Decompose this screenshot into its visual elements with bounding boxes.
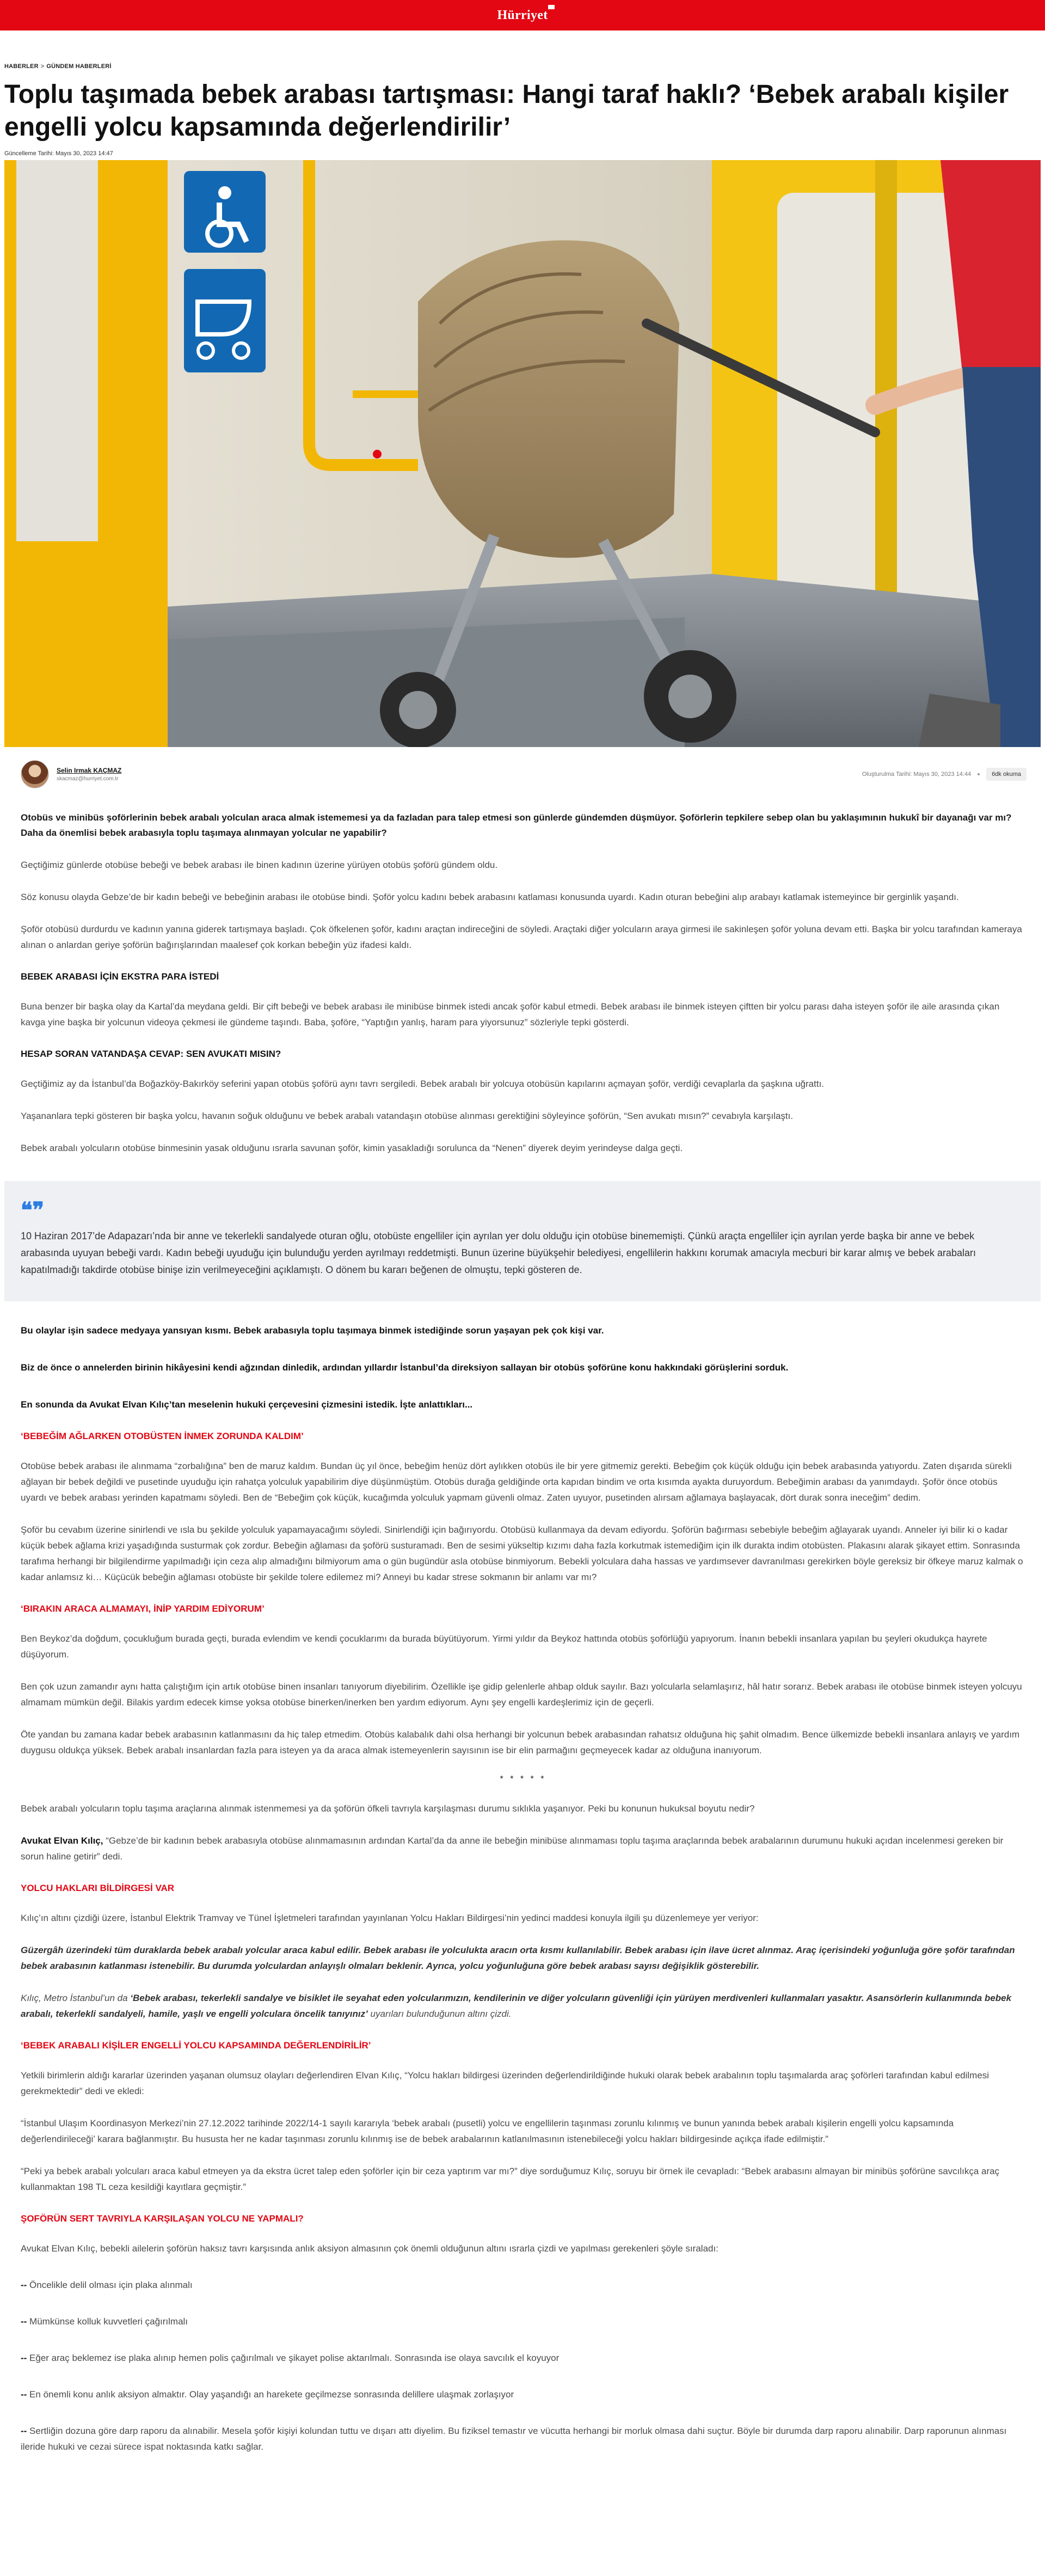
paragraph-text: Kılıç, Metro İstanbul’un da	[21, 1993, 131, 2003]
bold-paragraph: Bu olaylar işin sadece medyaya yansıyan kısmı. Bebek arabasıyla toplu taşımaya binmek istediğinde sorun yaşayan pek çok kişi var.	[21, 1325, 604, 1336]
paragraph: Buna benzer bir başka olay da Kartal’da meydana geldi. Bir çift bebeği ve bebek arabası ile minibüse binmek istedi ancak şoför kabul etmedi. Bebek arabası ile binmek isteyen çiftten bir yolcu parası daha isteyen şoför ile aile arasında çıkan kavga yine başka bir yolcunun videoya çekmesi ile gündeme taşındı. Baba, şoföre, “Yaptığın yanlış, haram para yiyorsunuz” sözleriyle tepki gösterdi.	[21, 1001, 1000, 1027]
hurriyet-logo[interactable]	[497, 8, 548, 23]
breadcrumb-haberler[interactable]: HABERLER	[4, 63, 39, 70]
quote-text: 10 Haziran 2017’de Adapazarı’nda bir anne ve tekerlekli sandalyede oturan oğlu, otobüste engelliler için ayrılan yer dolu olduğu için otobüse binememişti. Çünkü araçta engelliler için ayrılan yerde başka bir anne ve bebek arabasında uyuyan bebeği vardı. Kadın bebeği uyuduğu için bulunduğu yerden ayrılmayı reddetmişti. Bunun üzerine büyükşehir belediyesi, engellilerin hakkını korumak amacıyla mecburi bir karar almış ve bebek arabaları kapatılmadığı takdirde otobüse binişe izin verilmeyeceğini açıklamıştı. O dönem bu kararı beğenen de olmuştu, tepki gösteren de.	[21, 1231, 976, 1275]
list-item	[21, 2423, 1025, 2455]
section-heading: BEBEK ARABASI İÇİN EKSTRA PARA İSTEDİ	[21, 971, 219, 982]
logo-text: Hürriyet	[497, 8, 548, 22]
paragraph: Öte yandan bu zamana kadar bebek arabasının katlanmasını da hiç talep etmedim. Otobüs kalabalık dahi olsa herhangi bir yolcunun bebek arabasından rahatsız olduğuna hiç şahit olmadım. Bence ülkemizde bebekli insanlara anlayış ve yardım duygusu oldukça yüksek. Bebek arabalı insanlardan fazla para isteyen ya da araca almak istemeyenlerin sayısının ise bir elin parmağını geçmeyecek kadar az olduğuna inanıyorum.	[21, 1729, 1020, 1755]
list-item-text: Öncelikle delil olması için plaka alınmalı	[27, 2280, 193, 2290]
italic-paragraph	[21, 1990, 1025, 2022]
paragraph: Ben Beykoz’da doğdum, çocukluğum burada geçti, burada evlendim ve kendi çocuklarımı da burada büyütüyorum. Yirmi yıldır da Beykoz hattında otobüs şoförlüğü yapıyorum. İnanın bebekli insanlara yapılan bu şeyleri okudukça hayrete düşüyorum.	[21, 1633, 987, 1660]
paragraph: Ben çok uzun zamandır aynı hatta çalıştığım için artık otobüse binen insanları tanıyorum diyebilirim. Özellikle işe gidip gelenlerle ahbap olduk sayılır. Bazı yolcularla selamlaşırız, hâl hatır sorarız. Bebek arabası ile otobüse binmek isteyen yolcuyu almamam mümkün değil. Bilakis yardım edecek kimse yoksa otobüse binerken/inerken ben yardım ediyorum. Aynı şey engelli kardeşlerimiz için de geçerli.	[21, 1681, 1022, 1708]
list-item	[21, 2350, 1025, 2366]
separator-dot-icon	[978, 773, 980, 775]
published-date: Oluşturulma Tarihi: Mayıs 30, 2023 14:44	[862, 771, 972, 778]
list-item-text: Sertliğin dozuna göre darp raporu da alınabilir. Mesela şoför kişiyi kolundan tuttu ve dışarı attı diyelim. Bu fiziksel temastır ve vücutta herhangi bir morluk olmasa dahi suçtur. Böyle bir durumda darp raporu alınabilir. Darp raporunun alınması ileride hukuki ve cezai sürece ispat noktasında katkı sağlar.	[21, 2426, 1007, 2452]
article-body-continued	[4, 1323, 1041, 2455]
quoted-rule: ‘Bebek arabası, tekerlekli sandalye ve bisiklet ile seyahat eden yolcularımızın, kendilerinin ve diğer yolcuların güvenliği için yürüyen merdivenleri kullanmaları yasaktır. Asansörlerin kullanımında bebek arabalı, tekerlekli sandalyeli, hamile, yaşlı ve engelli yolculara öncelik tanıyınız’	[21, 1993, 1012, 2019]
paragraph: “Peki ya bebek arabalı yolcuları araca kabul etmeyen ya da ekstra ücret talep eden şoförler için bir ceza yaptırım var mı?” diye sorduğumuz Kılıç, soruyu bir örnek ile cevapladı: “Bebek arabasını almayan bir minibüs şoförüne savcılıkça araç kullanmaktan 198 TL ceza kesildiği kayıtlara geçmiştir.”	[21, 2166, 1000, 2192]
paragraph: Şoför otobüsü durdurdu ve kadının yanına giderek tartışmaya başladı. Çok öfkelenen şoför, kadını araçtan indireceğini de söyledi. Araçtaki diğer yolcuların araya girmesi ile sakinleşen şoför yoluna devam etti. Başka bir yolcu tarafından kameraya alınan o anlardan geriye şoförün bağırışlarından maalesef çok korkan bebeğin yüz ifadesi kaldı.	[21, 924, 1022, 950]
breadcrumb-separator: >	[40, 63, 45, 70]
paragraph: Otobüse bebek arabası ile alınmama “zorbalığına” ben de maruz kaldım. Bundan üç yıl önce, bebeğim henüz dört aylıkken otobüs ile bir yere gitmemiz gerekti. Bebeğim çok küçük olduğu için bebek arabasında yatıyordu. Zaten dışarıda sürekli ağlayan bir bebek değildi ve pusetinde uyuduğu için rahatça yolculuk yapabilirim diye düşünmüştüm. Otobüs durağa geldiğinde orta kapıdan bindim ve orta kısımda ayakta duruyordum. Bebeğimin arabası da yanımdaydı. Şoför önce otobüs uyardı ve bebek arabası yerinden kapatmamı söyledi. Ben de “Bebeğim çok küçük, kucağımda yolculuk yapmam güvenli olmaz. Zaten uyuyor, pusetinden alırsam ağlamaya başlayacak, dört durak sonra ineceğim” dedim.	[21, 1461, 1012, 1503]
section-heading: HESAP SORAN VATANDAŞA CEVAP: SEN AVUKATI MISIN?	[21, 1049, 281, 1059]
author-name-link[interactable]: Selin Irmak KAÇMAZ	[57, 767, 122, 774]
paragraph: Yaşananlara tepki gösteren bir başka yolcu, havanın soğuk olduğunu ve bebek arabalı vatandaşın otobüse alınması gerektiğini söyleyince şoförün, “Sen avukatı mısın?” cevabıyla karşılaştı.	[21, 1111, 794, 1121]
paragraph: Söz konusu olayda Gebze’de bir kadın bebeği ve bebeğinin arabası ile otobüse bindi. Şoför yolcu kadını bebek arabasını katlaması konusunda uyardı. Kadın oturan bebeğini alıp arabayı katlamak istemeyince bir gerginlik yaşandı.	[21, 892, 959, 902]
red-section-heading: ‘BIRAKIN ARACA ALMAMAYI, İNİP YARDIM EDİYORUM’	[21, 1604, 265, 1614]
pull-quote	[4, 1181, 1041, 1301]
red-section-heading: ŞOFÖRÜN SERT TAVRIYLA KARŞILAŞAN YOLCU NE YAPMALI?	[21, 2213, 304, 2224]
author-avatar[interactable]	[21, 760, 49, 788]
accessibility-sign-icon	[184, 171, 266, 253]
article-page	[0, 63, 1045, 2455]
paragraph: Avukat Elvan Kılıç, bebekli ailelerin şoförün haksız tavrı karşısında anlık aksiyon almasının çok önemli olduğunun altını ısrarla çizdi ve yapılması gerekenleri şöyle sıraladı:	[21, 2243, 718, 2254]
hero-image	[4, 160, 1041, 747]
list-item	[21, 2387, 1025, 2402]
paragraph-text: “Gebze’de bir kadının bebek arabasıyla otobüse alınmamasının ardından Kartal’da da anne ile bebeğin minibüse alınmaması toplu taşıma araçlarında bebek arabalarının durumunu hukuki açıdan incelenmesi gereken bir sorun haline getirir” dedi.	[21, 1835, 1004, 1862]
paragraph: Bebek arabalı yolcuların toplu taşıma araçlarına alınmak istenmemesi ya da şoförün öfkeli tavrıyla karşılaşması durumu sıklıkla yaşanıyor. Peki bu konunun hukuksal boyutu nedir?	[21, 1803, 755, 1814]
publish-meta	[862, 768, 1026, 781]
stroller-sign-icon	[184, 269, 266, 372]
dash-marker: --	[21, 2280, 27, 2290]
bold-paragraph: Biz de önce o annelerden birinin hikâyesini kendi ağzından dinledik, ardından yıllardır İstanbul’da direksiyon sallayan bir otobüs şoförüne konu hakkındaki görüşlerini sorduk.	[21, 1362, 789, 1373]
paragraph: Kılıç’ın altını çizdiği üzere, İstanbul Elektrik Tramvay ve Tünel İşletmeleri tarafından yayınlanan Yolcu Hakları Bildirgesi’nin yedinci maddesi konuyla ilgili şu düzenlemeye yer veriyor:	[21, 1913, 759, 1923]
author-email: skacmaz@hurriyet.com.tr	[57, 776, 119, 782]
lawyer-name: Avukat Elvan Kılıç,	[21, 1835, 103, 1846]
dash-marker: --	[21, 2316, 27, 2327]
list-item	[21, 2314, 1025, 2329]
author-block	[21, 760, 121, 788]
red-section-heading: ‘BEBEĞİM AĞLARKEN OTOBÜSTEN İNMEK ZORUNDA KALDIM’	[21, 1431, 304, 1441]
quote-marks-icon: ❝❞	[21, 1197, 45, 1223]
list-item-text: Mümkünse kolluk kuvvetleri çağırılmalı	[27, 2316, 188, 2327]
author-meta-row	[4, 760, 1041, 788]
paragraph: Şoför bu cevabım üzerine sinirlendi ve ısla bu şekilde yolculuk yapamayacağımı söyledi. Sinirlendiği için bağırıyordu. Otobüsü kullanmaya da devam ediyordu. Şoförün bağırması sebebiyle bebeğim ağlayarak uyandı. Anneler iyi bilir ki o kadar küçük bebek ağlama krizi yaşadığında susturmak çok zordur. Bebeğin ağlaması da şoförü susturamadı. Ben de sesimi yükseltip kızımı daha fazla korkutmak istemediğim için ilk durakta indim otobüsten. Plakasını alarak şikayet ettim. Sonrasında tarafıma herhangi bir bilgilendirme yapılmadığı için ceza alıp almadığını bilmiyorum ama o gün bugündür asla otobüse binmiyorum. Bebekli yolculara daha hassas ve yardımsever davranılması gerekirken böyle gereksiz bir öfkeye maruz kalmak o kadar anlamsız ki… Küçücük bebeğin ağlaması otobüste bir şekilde tolere edilemez mi? Anneyi bu kadar strese sokmanın bir anlamı var mı?	[21, 1525, 1023, 1582]
read-time-badge: 6dk okuma	[986, 768, 1026, 781]
paragraph: Geçtiğimiz günlerde otobüse bebeği ve bebek arabası ile binen kadının üzerine yürüyen otobüs şoförü gündem oldu.	[21, 860, 498, 870]
article-body	[4, 810, 1041, 1156]
article-lead: Otobüs ve minibüs şoförlerinin bebek arabalı yolculan araca almak istememesi ya da fazladan para talep etmesi son günlerde gündemden düşmüyor. Şoförlerin tepkilere sebep olan bu yaklaşımının hukukî bir dayanağı var mı? Daha da önemlisi bebek arabasıyla toplu taşımaya alınmayan yolcular ne yapabilir?	[21, 812, 1012, 838]
bold-italic-paragraph: Güzergâh üzerindeki tüm duraklarda bebek arabalı yolcular araca kabul edilir. Bebek arabası ile yolculukta aracın orta kısmı kullanılabilir. Bebek arabası için ilave ücret alınmaz. Araç içerisindeki yoğunluğa göre şoför tarafından bebek arabasının katlanması istenebilir. Bu durumda yolculardan anlayışlı olmaları beklenir. Ayrıca, yolcu yoğunluğuna göre bebek arabası sayısı değişiklik gösterebilir.	[21, 1945, 1015, 1971]
site-header	[0, 0, 1045, 30]
updated-date: Güncelleme Tarihi: Mayıs 30, 2023 14:47	[4, 150, 113, 157]
section-divider: * * * * *	[500, 1775, 546, 1784]
paragraph	[21, 1833, 1025, 1864]
breadcrumb	[4, 63, 1041, 70]
breadcrumb-gundem[interactable]: GÜNDEM HABERLERİ	[46, 63, 112, 70]
logo-flag-icon	[548, 5, 555, 9]
paragraph: Bebek arabalı yolcuların otobüse binmesinin yasak olduğunu ısrarla savunan şoför, kimin yasakladığı sorulunca da “Nenen” diyerek deyim yerindeyse dalga geçti.	[21, 1143, 683, 1153]
red-section-heading: ‘BEBEK ARABALI KİŞİLER ENGELLİ YOLCU KAPSAMINDA DEĞERLENDİRİLİR’	[21, 2040, 371, 2051]
dash-marker: --	[21, 2389, 27, 2400]
dash-marker: --	[21, 2353, 27, 2363]
paragraph: Geçtiğimiz ay da İstanbul’da Boğazköy-Bakırköy seferini yapan otobüs şoförü aynı tavrı sergiledi. Bebek arabalı bir yolcuya otobüsün kapılarını açmayan şoför, verdiği cevaplarla da şaşkına uğrattı.	[21, 1079, 825, 1089]
paragraph-text: uyarıları bulunduğunun altını çizdi.	[367, 2009, 512, 2019]
dash-marker: --	[21, 2426, 27, 2436]
list-item	[21, 2277, 1025, 2293]
red-section-heading: YOLCU HAKLARI BİLDİRGESİ VAR	[21, 1883, 175, 1893]
list-item-text: Eğer araç beklemez ise plaka alınıp hemen polis çağırılmalı ve şikayet polise aktarılmalı. Sonrasında ise olaya savcılık el koyuyor	[27, 2353, 560, 2363]
article-headline: Toplu taşımada bebek arabası tartışması: Hangi taraf haklı? ‘Bebek arabalı kişiler engelli yolcu kapsamında değerlendirilir’	[4, 80, 1009, 142]
paragraph: Yetkili birimlerin aldığı kararlar üzerinden yaşanan olumsuz olayları değerlendiren Elvan Kılıç, “Yolcu hakları bildirgesi üzerinden değerlendirildiğinde hukuki olarak bebek arabalının toplu taşımalarda araç şoförleri tarafından kabul edilmesi gerekmektedir” dedi ve ekledi:	[21, 2070, 989, 2096]
paragraph: “İstanbul Ulaşım Koordinasyon Merkezi’nin 27.12.2022 tarihinde 2022/14-1 sayılı kararıyla ‘bebek arabalı (pusetli) yolcu ve engellilerin taşınması zorunlu kılınmış ve bunun yanında bebek arabalı kişilerin engelli yolcu kapsamında değerlendirileceği’ karara bağlanmıştır. Bu hususta her ne kadar taşınması zorunlu kılınmış ise de bebek arabalarının katlanılmasının istenebileceği yolcu hakları bildirgesinde açıkça ifade edilmiştir.”	[21, 2118, 954, 2144]
list-item-text: En önemli konu anlık aksiyon almaktır. Olay yaşandığı an harekete geçilmezse sonrasında delillere ulaşmak zorlaşıyor	[27, 2389, 514, 2400]
bold-paragraph: En sonunda da Avukat Elvan Kılıç’tan meselenin hukuki çerçevesini çizmesini istedik. İşte anlattıkları...	[21, 1399, 473, 1410]
